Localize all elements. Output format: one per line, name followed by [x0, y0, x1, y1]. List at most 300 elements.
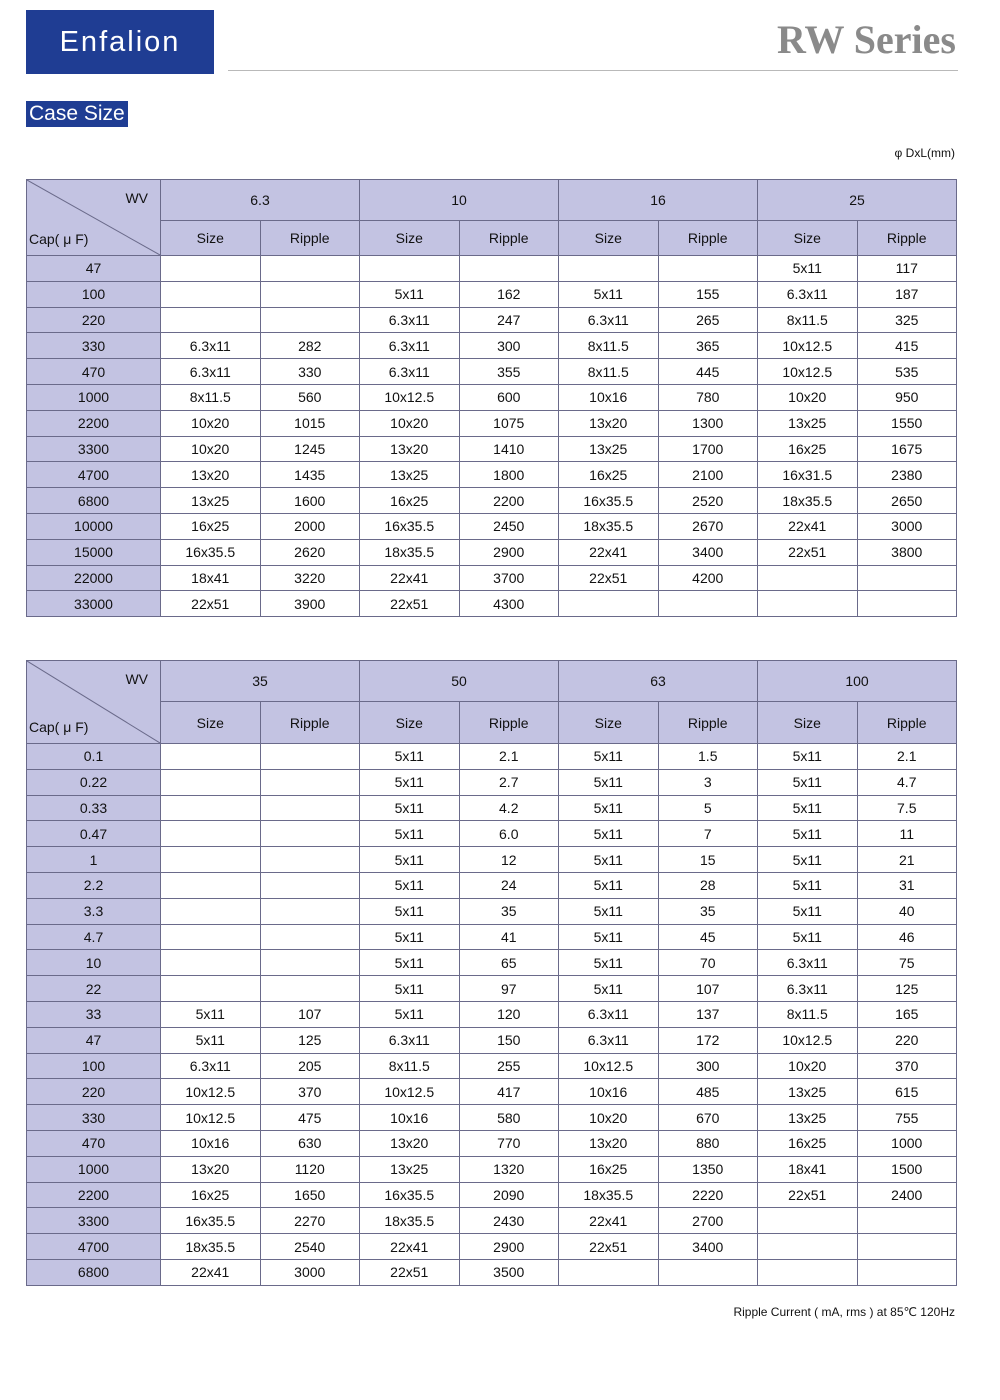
size-cell: 5x11 — [360, 795, 460, 821]
size-cell — [161, 898, 261, 924]
size-cell: 13x20 — [360, 1130, 460, 1156]
size-cell: 16x35.5 — [161, 539, 261, 565]
case-size-table-high-voltage — [26, 660, 957, 1286]
capacitance-cell: 4.7 — [27, 924, 161, 950]
size-cell — [161, 821, 261, 847]
capacitance-cell: 1000 — [27, 1156, 161, 1182]
table-row — [27, 1156, 957, 1182]
size-cell: 5x11 — [559, 769, 659, 795]
ripple-cell: 137 — [658, 1001, 758, 1027]
table-row — [27, 744, 957, 770]
capacitance-cell: 10 — [27, 950, 161, 976]
ripple-cell: 3400 — [658, 1234, 758, 1260]
ripple-cell — [857, 565, 957, 591]
size-cell — [161, 281, 261, 307]
ripple-cell: 3220 — [260, 565, 360, 591]
capacitance-cell: 6800 — [27, 1259, 161, 1285]
size-cell: 6.3x11 — [161, 359, 261, 385]
size-column-header: Size — [161, 702, 261, 744]
size-cell: 13x25 — [758, 1105, 858, 1131]
header-corner-cell — [27, 180, 161, 256]
ripple-cell — [260, 898, 360, 924]
table-row — [27, 488, 957, 514]
size-cell: 5x11 — [360, 924, 460, 950]
ripple-cell: 4200 — [658, 565, 758, 591]
ripple-cell: 600 — [459, 384, 559, 410]
ripple-cell: 97 — [459, 976, 559, 1002]
size-cell: 13x20 — [559, 410, 659, 436]
capacitance-cell: 1000 — [27, 384, 161, 410]
size-cell: 5x11 — [559, 872, 659, 898]
size-cell: 10x20 — [559, 1105, 659, 1131]
voltage-header: 6.3 — [161, 180, 360, 221]
table-row — [27, 256, 957, 282]
ripple-cell — [260, 256, 360, 282]
ripple-cell — [260, 872, 360, 898]
size-cell: 6.3x11 — [758, 281, 858, 307]
ripple-cell: 162 — [459, 281, 559, 307]
size-cell: 16x35.5 — [161, 1208, 261, 1234]
capacitance-cell: 33 — [27, 1001, 161, 1027]
table-row — [27, 924, 957, 950]
size-cell — [161, 976, 261, 1002]
ripple-cell: 2900 — [459, 1234, 559, 1260]
ripple-cell: 370 — [260, 1079, 360, 1105]
table-row — [27, 1079, 957, 1105]
size-cell: 8x11.5 — [758, 307, 858, 333]
ripple-cell: 2700 — [658, 1208, 758, 1234]
size-cell: 5x11 — [559, 950, 659, 976]
table-row — [27, 591, 957, 617]
ripple-cell — [260, 281, 360, 307]
capacitance-cell: 47 — [27, 256, 161, 282]
ripple-cell: 7.5 — [857, 795, 957, 821]
ripple-cell: 3800 — [857, 539, 957, 565]
size-cell: 5x11 — [360, 898, 460, 924]
ripple-cell: 1320 — [459, 1156, 559, 1182]
size-cell: 16x35.5 — [360, 1182, 460, 1208]
ripple-cell — [260, 307, 360, 333]
logo-text: Enfalion — [59, 25, 181, 58]
size-cell: 10x12.5 — [161, 1105, 261, 1131]
capacitance-cell: 1 — [27, 847, 161, 873]
size-cell: 13x20 — [161, 462, 261, 488]
size-cell: 18x35.5 — [360, 1208, 460, 1234]
ripple-cell: 3000 — [857, 513, 957, 539]
capacitance-cell: 15000 — [27, 539, 161, 565]
ripple-cell: 325 — [857, 307, 957, 333]
ripple-cell: 1245 — [260, 436, 360, 462]
ripple-cell: 35 — [658, 898, 758, 924]
table-row — [27, 436, 957, 462]
ripple-cell: 117 — [857, 256, 957, 282]
size-cell: 16x35.5 — [360, 513, 460, 539]
ripple-cell: 11 — [857, 821, 957, 847]
ripple-cell: 2000 — [260, 513, 360, 539]
ripple-cell: 107 — [260, 1001, 360, 1027]
size-cell: 6.3x11 — [559, 1027, 659, 1053]
ripple-cell: 670 — [658, 1105, 758, 1131]
ripple-cell: 300 — [459, 333, 559, 359]
ripple-cell: 125 — [857, 976, 957, 1002]
table-row — [27, 950, 957, 976]
size-cell: 16x25 — [161, 513, 261, 539]
size-cell — [758, 1208, 858, 1234]
ripple-cell — [459, 256, 559, 282]
ripple-column-header: Ripple — [459, 221, 559, 256]
size-cell: 6.3x11 — [559, 1001, 659, 1027]
ripple-column-header: Ripple — [658, 702, 758, 744]
size-cell: 16x25 — [161, 1182, 261, 1208]
ripple-cell: 2.7 — [459, 769, 559, 795]
table-row — [27, 872, 957, 898]
size-cell: 5x11 — [559, 898, 659, 924]
ripple-cell: 880 — [658, 1130, 758, 1156]
case-size-table-low-voltage — [26, 179, 957, 617]
ripple-column-header: Ripple — [459, 702, 559, 744]
ripple-cell: 24 — [459, 872, 559, 898]
table-row — [27, 307, 957, 333]
ripple-cell: 780 — [658, 384, 758, 410]
size-cell: 5x11 — [360, 872, 460, 898]
ripple-cell: 950 — [857, 384, 957, 410]
ripple-cell: 300 — [658, 1053, 758, 1079]
size-cell: 22x41 — [559, 539, 659, 565]
ripple-cell: 365 — [658, 333, 758, 359]
table-row — [27, 976, 957, 1002]
ripple-cell — [857, 591, 957, 617]
table-row — [27, 513, 957, 539]
capacitance-cell: 2200 — [27, 1182, 161, 1208]
ripple-cell: 2670 — [658, 513, 758, 539]
size-cell: 18x41 — [758, 1156, 858, 1182]
size-cell: 5x11 — [360, 976, 460, 1002]
ripple-cell — [857, 1259, 957, 1285]
ripple-cell: 265 — [658, 307, 758, 333]
ripple-cell: 580 — [459, 1105, 559, 1131]
size-cell — [559, 591, 659, 617]
ripple-cell: 45 — [658, 924, 758, 950]
size-cell — [559, 256, 659, 282]
size-cell: 8x11.5 — [559, 359, 659, 385]
size-cell — [161, 924, 261, 950]
size-column-header: Size — [559, 702, 659, 744]
ripple-cell: 417 — [459, 1079, 559, 1105]
size-cell: 5x11 — [758, 769, 858, 795]
voltage-header: 50 — [360, 661, 559, 702]
ripple-cell: 535 — [857, 359, 957, 385]
capacitance-cell: 0.22 — [27, 769, 161, 795]
size-cell: 22x41 — [161, 1259, 261, 1285]
capacitance-cell: 470 — [27, 1130, 161, 1156]
size-cell — [161, 847, 261, 873]
size-cell: 22x41 — [360, 565, 460, 591]
ripple-cell: 6.0 — [459, 821, 559, 847]
size-cell: 16x25 — [758, 436, 858, 462]
size-cell — [758, 565, 858, 591]
table-row — [27, 1182, 957, 1208]
size-cell: 22x51 — [559, 565, 659, 591]
ripple-cell: 2.1 — [459, 744, 559, 770]
size-cell: 10x12.5 — [360, 384, 460, 410]
ripple-cell: 28 — [658, 872, 758, 898]
size-cell: 5x11 — [559, 821, 659, 847]
ripple-cell: 445 — [658, 359, 758, 385]
size-cell: 10x16 — [360, 1105, 460, 1131]
ripple-cell: 330 — [260, 359, 360, 385]
size-cell: 13x20 — [559, 1130, 659, 1156]
table-row — [27, 565, 957, 591]
size-cell: 16x25 — [559, 1156, 659, 1182]
size-cell: 10x20 — [161, 436, 261, 462]
ripple-cell: 1120 — [260, 1156, 360, 1182]
ripple-cell: 205 — [260, 1053, 360, 1079]
ripple-cell: 125 — [260, 1027, 360, 1053]
table-row — [27, 1208, 957, 1234]
capacitance-cell: 22 — [27, 976, 161, 1002]
table-row — [27, 1053, 957, 1079]
capacitance-cell: 3300 — [27, 436, 161, 462]
size-column-header: Size — [559, 221, 659, 256]
ripple-cell: 150 — [459, 1027, 559, 1053]
table-row — [27, 821, 957, 847]
size-cell: 6.3x11 — [559, 307, 659, 333]
ripple-cell: 415 — [857, 333, 957, 359]
ripple-cell: 2090 — [459, 1182, 559, 1208]
capacitance-cell: 0.1 — [27, 744, 161, 770]
ripple-cell: 485 — [658, 1079, 758, 1105]
ripple-column-header: Ripple — [857, 221, 957, 256]
ripple-cell: 755 — [857, 1105, 957, 1131]
size-cell: 22x51 — [360, 1259, 460, 1285]
ripple-cell: 2100 — [658, 462, 758, 488]
ripple-cell: 255 — [459, 1053, 559, 1079]
table-row — [27, 359, 957, 385]
capacitance-cell: 10000 — [27, 513, 161, 539]
ripple-cell: 7 — [658, 821, 758, 847]
table-row — [27, 1105, 957, 1131]
header-corner-cell — [27, 661, 161, 744]
size-column-header: Size — [360, 221, 460, 256]
size-cell: 5x11 — [161, 1001, 261, 1027]
capacitance-cell: 6800 — [27, 488, 161, 514]
ripple-cell: 1550 — [857, 410, 957, 436]
ripple-cell: 172 — [658, 1027, 758, 1053]
ripple-cell: 65 — [459, 950, 559, 976]
size-cell: 5x11 — [360, 950, 460, 976]
ripple-cell — [260, 769, 360, 795]
size-cell: 16x25 — [758, 1130, 858, 1156]
size-cell — [360, 256, 460, 282]
size-cell: 6.3x11 — [758, 976, 858, 1002]
ripple-cell: 630 — [260, 1130, 360, 1156]
ripple-cell: 1300 — [658, 410, 758, 436]
ripple-cell: 3 — [658, 769, 758, 795]
size-cell: 10x12.5 — [758, 1027, 858, 1053]
size-cell: 5x11 — [559, 976, 659, 1002]
voltage-header: 10 — [360, 180, 559, 221]
wv-label: WV — [125, 190, 148, 206]
size-cell: 6.3x11 — [360, 333, 460, 359]
ripple-cell — [260, 847, 360, 873]
ripple-column-header: Ripple — [857, 702, 957, 744]
size-cell: 5x11 — [161, 1027, 261, 1053]
ripple-cell: 2220 — [658, 1182, 758, 1208]
subheader-row — [27, 702, 957, 744]
ripple-cell: 370 — [857, 1053, 957, 1079]
ripple-cell — [260, 976, 360, 1002]
ripple-cell: 2900 — [459, 539, 559, 565]
ripple-cell: 5 — [658, 795, 758, 821]
size-cell: 22x51 — [758, 1182, 858, 1208]
ripple-column-header: Ripple — [260, 702, 360, 744]
size-cell: 5x11 — [559, 847, 659, 873]
size-cell: 13x25 — [360, 1156, 460, 1182]
size-cell: 13x20 — [161, 1156, 261, 1182]
table-row — [27, 795, 957, 821]
size-cell — [161, 950, 261, 976]
ripple-cell — [658, 256, 758, 282]
size-cell: 16x35.5 — [559, 488, 659, 514]
ripple-cell: 1015 — [260, 410, 360, 436]
size-cell: 6.3x11 — [360, 307, 460, 333]
voltage-header: 35 — [161, 661, 360, 702]
size-cell: 5x11 — [559, 924, 659, 950]
size-cell: 5x11 — [758, 924, 858, 950]
size-cell: 5x11 — [360, 847, 460, 873]
size-cell: 18x35.5 — [758, 488, 858, 514]
size-column-header: Size — [758, 221, 858, 256]
ripple-cell: 2620 — [260, 539, 360, 565]
capacitance-cell: 4700 — [27, 462, 161, 488]
series-title: RW Series — [777, 17, 956, 62]
voltage-header-row — [27, 661, 957, 702]
size-column-header: Size — [161, 221, 261, 256]
ripple-cell: 3400 — [658, 539, 758, 565]
table-row — [27, 847, 957, 873]
size-cell: 8x11.5 — [559, 333, 659, 359]
size-cell: 10x16 — [559, 384, 659, 410]
size-cell: 5x11 — [360, 1001, 460, 1027]
ripple-cell: 46 — [857, 924, 957, 950]
voltage-header: 25 — [758, 180, 957, 221]
size-cell: 5x11 — [758, 795, 858, 821]
size-column-header: Size — [360, 702, 460, 744]
size-cell — [161, 256, 261, 282]
ripple-cell: 1350 — [658, 1156, 758, 1182]
ripple-cell: 41 — [459, 924, 559, 950]
ripple-cell: 70 — [658, 950, 758, 976]
ripple-cell: 107 — [658, 976, 758, 1002]
ripple-cell: 4300 — [459, 591, 559, 617]
ripple-cell: 4.7 — [857, 769, 957, 795]
size-cell: 5x11 — [758, 256, 858, 282]
table-body-1 — [27, 180, 957, 617]
size-cell: 22x41 — [559, 1208, 659, 1234]
table-row — [27, 539, 957, 565]
size-cell: 13x25 — [559, 436, 659, 462]
ripple-cell — [260, 821, 360, 847]
ripple-cell: 21 — [857, 847, 957, 873]
ripple-cell: 2380 — [857, 462, 957, 488]
size-cell: 5x11 — [559, 744, 659, 770]
ripple-cell: 120 — [459, 1001, 559, 1027]
voltage-header-row — [27, 180, 957, 221]
capacitance-cell: 100 — [27, 1053, 161, 1079]
ripple-cell: 3500 — [459, 1259, 559, 1285]
ripple-cell: 12 — [459, 847, 559, 873]
size-cell: 5x11 — [360, 744, 460, 770]
ripple-cell: 1650 — [260, 1182, 360, 1208]
size-cell — [559, 1259, 659, 1285]
ripple-cell: 1435 — [260, 462, 360, 488]
ripple-cell: 2450 — [459, 513, 559, 539]
size-cell: 10x16 — [559, 1079, 659, 1105]
size-cell: 5x11 — [559, 795, 659, 821]
table-row — [27, 1001, 957, 1027]
size-cell — [161, 744, 261, 770]
ripple-cell: 2650 — [857, 488, 957, 514]
capacitance-cell: 2.2 — [27, 872, 161, 898]
size-column-header: Size — [758, 702, 858, 744]
ripple-cell: 165 — [857, 1001, 957, 1027]
company-logo — [26, 10, 214, 74]
dimension-unit-label: φ DxL(mm) — [894, 146, 955, 160]
ripple-cell: 615 — [857, 1079, 957, 1105]
ripple-cell: 355 — [459, 359, 559, 385]
size-cell: 5x11 — [758, 872, 858, 898]
wv-label: WV — [125, 671, 148, 687]
size-cell: 10x16 — [161, 1130, 261, 1156]
size-cell: 18x41 — [161, 565, 261, 591]
title-divider — [228, 70, 958, 71]
size-cell: 13x20 — [360, 436, 460, 462]
size-cell: 10x12.5 — [161, 1079, 261, 1105]
ripple-column-header: Ripple — [658, 221, 758, 256]
section-label: Case Size — [26, 101, 128, 127]
capacitance-cell: 22000 — [27, 565, 161, 591]
size-cell: 13x25 — [161, 488, 261, 514]
capacitance-cell: 0.47 — [27, 821, 161, 847]
ripple-cell — [260, 744, 360, 770]
ripple-cell: 3900 — [260, 591, 360, 617]
ripple-cell: 1700 — [658, 436, 758, 462]
size-cell: 10x20 — [161, 410, 261, 436]
size-cell: 16x25 — [360, 488, 460, 514]
capacitance-label: Cap( μ F) — [29, 719, 89, 735]
size-cell: 10x12.5 — [360, 1079, 460, 1105]
size-cell — [161, 872, 261, 898]
table-row — [27, 898, 957, 924]
table-row — [27, 384, 957, 410]
size-cell — [758, 1234, 858, 1260]
ripple-cell — [857, 1208, 957, 1234]
ripple-current-note: Ripple Current ( mA, rms ) at 85℃ 120Hz — [733, 1305, 955, 1319]
size-cell: 6.3x11 — [360, 359, 460, 385]
ripple-cell: 560 — [260, 384, 360, 410]
size-cell: 8x11.5 — [758, 1001, 858, 1027]
size-cell: 22x41 — [360, 1234, 460, 1260]
ripple-cell: 3000 — [260, 1259, 360, 1285]
ripple-cell: 15 — [658, 847, 758, 873]
size-cell — [161, 307, 261, 333]
ripple-cell: 35 — [459, 898, 559, 924]
ripple-cell: 2270 — [260, 1208, 360, 1234]
ripple-cell: 1075 — [459, 410, 559, 436]
size-cell: 5x11 — [758, 898, 858, 924]
size-cell: 5x11 — [360, 281, 460, 307]
capacitance-cell: 330 — [27, 1105, 161, 1131]
